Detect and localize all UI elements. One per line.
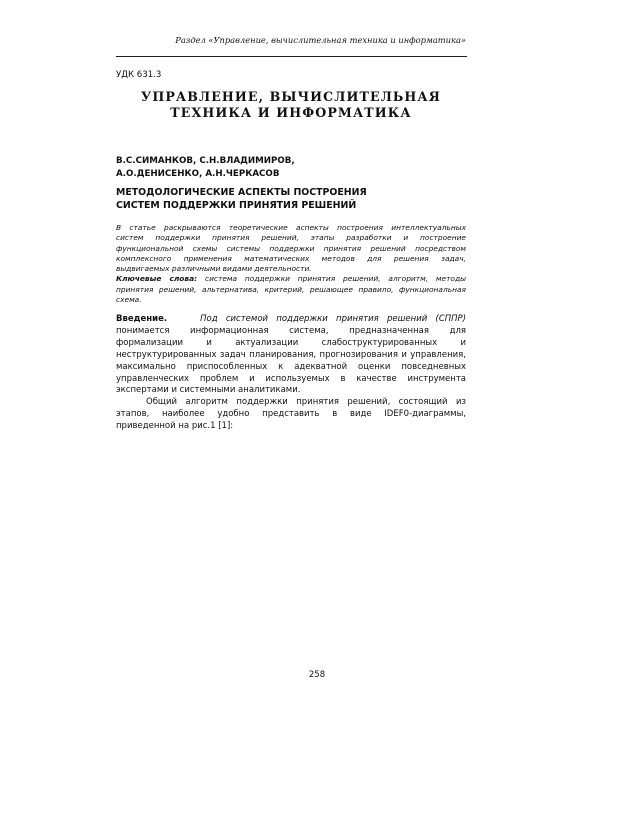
body-line: этапов, наиболее удобно представить в виде IDEF0-диаграммы,	[116, 409, 466, 420]
intro-italic: Под системой поддержки принятия решений (СППР)	[200, 314, 466, 324]
header-rule	[116, 56, 467, 57]
body-line: формализации и актуализации слабоструктурированных и	[116, 337, 466, 348]
paper-title-line-2: СИСТЕМ ПОДДЕРЖКИ ПРИНЯТИЯ РЕШЕНИЙ	[116, 199, 357, 211]
keywords-line-2: принятия решений, альтернатива, критерий, решающее правило, функциональная	[116, 284, 466, 294]
authors-line-2: А.О.ДЕНИСЕНКО, А.Н.ЧЕРКАСОВ	[116, 168, 280, 179]
running-header: Раздел «Управление, вычислительная техника и информатика»	[175, 35, 466, 45]
keywords-text-1: система поддержки принятия решений, алгоритм, методы	[204, 274, 466, 284]
body-line: неструктурированных задач планирования, прогнозирования и управления,	[116, 349, 466, 360]
abstract-line: выдвигаемых различными видами деятельности.	[116, 264, 312, 274]
udk-code: УДК 631.3	[116, 70, 162, 80]
abstract-line: функциональной схемы системы поддержки принятия решений посредством	[116, 243, 466, 253]
keywords-line-1	[116, 274, 466, 284]
authors	[116, 155, 295, 180]
section-title-line-2: ТЕХНИКА И ИНФОРМАТИКА	[170, 104, 412, 120]
body-line: управленческих проблем и используемых в качестве инструмента	[116, 373, 466, 384]
authors-line-1: В.С.СИМАНКОВ, С.Н.ВЛАДИМИРОВ,	[116, 156, 295, 166]
abstract-line: комплексного применения математических методов для решения задач,	[116, 253, 466, 263]
body-text	[116, 314, 466, 433]
keywords-label: Ключевые слова:	[116, 274, 198, 284]
body-line: максимально приспособленных к адекватной оценки повседневных	[116, 361, 466, 372]
body-line: приведенной на рис.1 [1]:	[116, 421, 234, 432]
abstract-line: В статье раскрываются теоретические аспекты построения интеллектуальных	[116, 223, 466, 232]
abstract	[116, 223, 466, 305]
body-line: экспертами и системными аналитиками.	[116, 385, 301, 396]
paper-title-line-1: МЕТОДОЛОГИЧЕСКИЕ АСПЕКТЫ ПОСТРОЕНИЯ	[116, 187, 367, 198]
abstract-line: систем поддержки принятия решений, этапы разработки и построение	[116, 233, 466, 243]
body-line: понимается информационная система, предназначенная для	[116, 325, 466, 336]
section-title	[116, 89, 466, 120]
page-number: 258	[308, 670, 326, 680]
intro-line	[116, 314, 466, 326]
body-line: Общий алгоритм поддержки принятия решений, состоящий из	[146, 397, 466, 408]
intro-label: Введение.	[116, 314, 168, 324]
paper-title	[116, 187, 367, 212]
section-title-line-1: УПРАВЛЕНИЕ, ВЫЧИСЛИТЕЛЬНАЯ	[141, 89, 441, 104]
keywords-line-3: схема.	[116, 295, 142, 305]
